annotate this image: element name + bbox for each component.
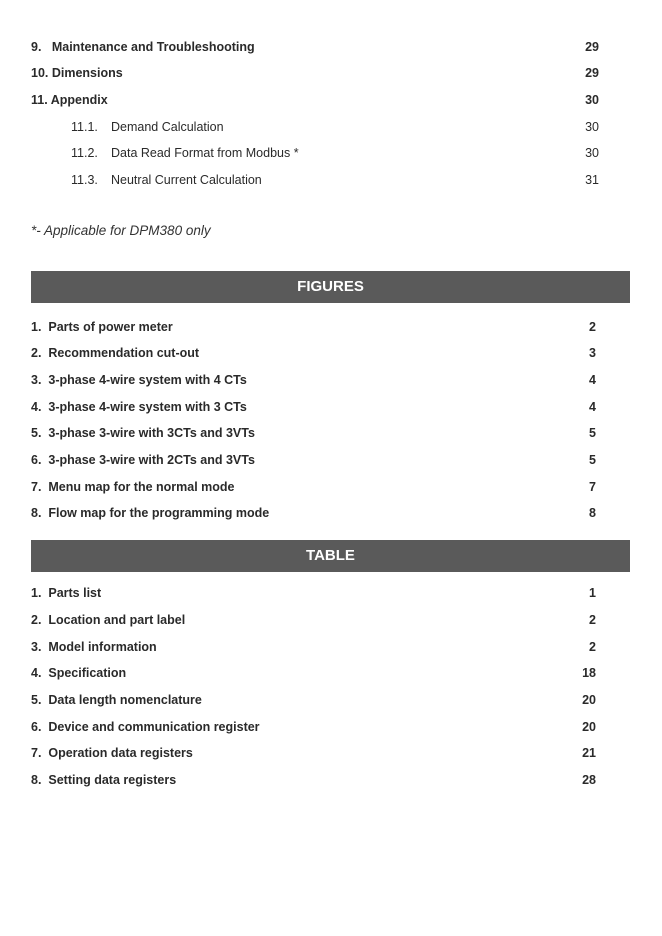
table-entry-label: 7. Operation data registers [31, 746, 193, 760]
table-entry-page: 20 [582, 693, 596, 707]
toc-entry-appendix[interactable] [31, 92, 599, 108]
table-entry[interactable] [31, 639, 599, 655]
table-entry[interactable] [31, 585, 599, 601]
table-entry-label: 3. Model information [31, 640, 157, 654]
figure-entry-label: 1. Parts of power meter [31, 320, 173, 334]
toc-subentry-page: 30 [585, 146, 599, 160]
table-entry-label: 2. Location and part label [31, 613, 186, 627]
figure-entry[interactable] [31, 479, 599, 495]
figure-entry-page: 5 [589, 426, 596, 440]
figure-entry-label: 3. 3-phase 4-wire system with 4 CTs [31, 373, 247, 387]
table-entry-page: 1 [589, 586, 596, 600]
figure-entry-label: 8. Flow map for the programming mode [31, 506, 270, 520]
table-entry[interactable] [31, 719, 599, 735]
figure-entry-page: 4 [589, 400, 596, 414]
figures-heading: FIGURES [31, 271, 630, 303]
toc-entry-dimensions[interactable] [31, 65, 599, 81]
figure-entry-label: 4. 3-phase 4-wire system with 3 CTs [31, 400, 247, 414]
toc-entry-page: 29 [585, 40, 599, 54]
figure-entry[interactable] [31, 505, 599, 521]
figure-entry[interactable] [31, 372, 599, 388]
figure-entry[interactable] [31, 345, 599, 361]
toc-subentry-page: 30 [585, 120, 599, 134]
toc-subentry-page: 31 [585, 173, 599, 187]
tables-heading: TABLE [31, 540, 630, 572]
table-entry-label: 1. Parts list [31, 586, 102, 600]
figure-entry-label: 2. Recommendation cut-out [31, 346, 200, 360]
figure-entry[interactable] [31, 452, 599, 468]
table-entry-page: 18 [582, 666, 596, 680]
toc-entry-page: 30 [585, 93, 599, 107]
table-entry-label: 5. Data length nomenclature [31, 693, 202, 707]
table-entry-label: 8. Setting data registers [31, 773, 177, 787]
toc-subentry-number: 11.2. [71, 146, 98, 160]
figure-entry-page: 3 [589, 346, 596, 360]
figure-entry[interactable] [31, 425, 599, 441]
table-entry[interactable] [31, 665, 599, 681]
toc-subentry-demand[interactable] [71, 119, 599, 135]
figure-entry-page: 4 [589, 373, 596, 387]
table-entry-page: 2 [589, 640, 596, 654]
toc-subentry-modbus[interactable] [71, 145, 599, 161]
figure-entry-label: 5. 3-phase 3-wire with 3CTs and 3VTs [31, 426, 255, 440]
figure-entry-page: 7 [589, 480, 596, 494]
figure-entry[interactable] [31, 399, 599, 415]
table-entry-label: 4. Specification [31, 666, 127, 680]
toc-entry-label: 10. Dimensions [31, 66, 123, 80]
toc-subentry-neutral[interactable] [71, 172, 599, 188]
toc-subentry-label: Neutral Current Calculation [111, 173, 262, 187]
table-entry[interactable] [31, 772, 599, 788]
figure-entry-label: 7. Menu map for the normal mode [31, 480, 235, 494]
figure-entry-page: 5 [589, 453, 596, 467]
table-entry-page: 2 [589, 613, 596, 627]
table-entry[interactable] [31, 745, 599, 761]
toc-entry-maintenance[interactable] [31, 39, 599, 55]
toc-entry-label: 9. Maintenance and Troubleshooting [31, 40, 255, 54]
table-entry[interactable] [31, 692, 599, 708]
toc-subentry-label: Demand Calculation [111, 120, 224, 134]
table-entry-page: 20 [582, 720, 596, 734]
toc-entry-page: 29 [585, 66, 599, 80]
table-entry-page: 28 [582, 773, 596, 787]
table-entry-page: 21 [582, 746, 596, 760]
table-entry[interactable] [31, 612, 599, 628]
figure-entry-page: 8 [589, 506, 596, 520]
figure-entry[interactable] [31, 319, 599, 335]
toc-entry-label: 11. Appendix [31, 93, 108, 107]
toc-subentry-label: Data Read Format from Modbus * [111, 146, 299, 160]
figure-entry-page: 2 [589, 320, 596, 334]
figure-entry-label: 6. 3-phase 3-wire with 2CTs and 3VTs [31, 453, 255, 467]
toc-subentry-number: 11.3. [71, 173, 98, 187]
table-entry-label: 6. Device and communication register [31, 720, 260, 734]
applicability-note: *- Applicable for DPM380 only [31, 223, 211, 238]
toc-subentry-number: 11.1. [71, 120, 98, 134]
